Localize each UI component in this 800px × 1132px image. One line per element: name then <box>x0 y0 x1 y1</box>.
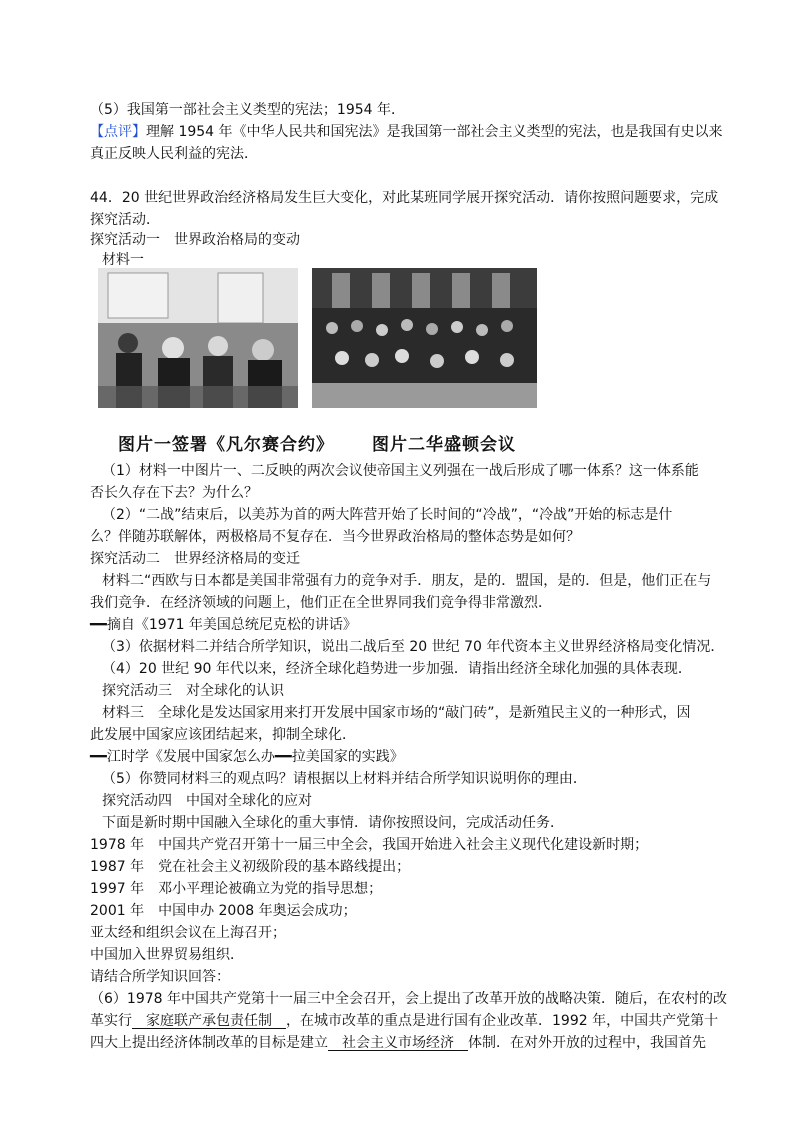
source-line: ━━江时学《发展中国家怎么办━━拉美国家的实践》 <box>90 749 404 765</box>
answer-blank: 社会主义市场经济 <box>328 1035 468 1051</box>
event-item: 1987 年 党在社会主义初级阶段的基本路线提出； <box>90 859 411 875</box>
question-line: （1）材料一中图片一、二反映的两次会议使帝国主义列强在一战后形成了哪一体系？这一体系能 <box>102 463 699 479</box>
text-line: 此发展中国家应该团结起来，抑制全球化． <box>90 727 356 743</box>
section-heading: 探究活动三 对全球化的认识 <box>102 683 284 699</box>
section-heading: 探究活动四 中国对全球化的应对 <box>102 793 312 809</box>
event-item: 亚太经和组织会议在上海召开； <box>90 925 286 941</box>
text-line: 真正反映人民利益的宪法． <box>90 146 258 162</box>
comment-tag: 【点评】 <box>90 124 146 140</box>
text-span: ，在城市改革的重点是进行国有企业改革．1992 年，中国共产党第十 <box>286 1013 719 1029</box>
material-line: 材料三 全球化是发达国家用来打开发展中国家市场的“敲门砖”，是新殖民主义的一种形式，因 <box>102 705 691 721</box>
event-item: 中国加入世界贸易组织． <box>90 947 244 963</box>
washington-conference-photo <box>312 268 537 408</box>
event-item: 1997 年 邓小平理论被确立为党的指导思想； <box>90 881 383 897</box>
answer-blank: 家庭联产承包责任制 <box>132 1013 286 1029</box>
versailles-photo <box>98 268 298 408</box>
event-item: 2001 年 中国申办 2008 年奥运会成功； <box>90 903 357 919</box>
section-heading: 探究活动一 世界政治格局的变动 <box>90 232 300 248</box>
section-heading: 探究活动二 世界经济格局的变迁 <box>90 551 300 567</box>
material-label: 材料一 <box>102 252 144 268</box>
text-line: 请结合所学知识回答： <box>90 969 230 985</box>
answer-line <box>90 1033 710 1053</box>
text-span: 体制．在对外开放的过程中，我国首先 <box>468 1035 706 1051</box>
text-line: 否长久存在下去？为什么？ <box>90 485 258 501</box>
question-line: （6）1978 年中国共产党第十一届三中全会召开，会上提出了改革开放的战略决策．随后，在农村的改 <box>90 991 727 1007</box>
text-line: 下面是新时期中国融入全球化的重大事情．请你按照设问，完成活动任务． <box>102 815 564 831</box>
text-line: 探究活动． <box>90 212 160 228</box>
comment-text: 理解 1954 年《中华人民共和国宪法》是我国第一部社会主义类型的宪法，也是我国有史以来 <box>146 124 723 140</box>
photo1-caption: 图片一签署《凡尔赛合约》 <box>118 435 334 455</box>
text-line: 我们竞争．在经济领域的问题上，他们正在全世界同我们竞争得非常激烈． <box>90 595 552 611</box>
question-line: （4）20 世纪 90 年代以来，经济全球化趋势进一步加强．请指出经济全球化加强的具体表现． <box>102 661 692 677</box>
event-item: 1978 年 中国共产党召开第十一届三中全会，我国开始进入社会主义现代化建设新时期； <box>90 837 649 853</box>
material-line: 材料二“西欧与日本都是美国非常强有力的竞争对手．朋友，是的．盟国，是的．但是，他们正在与 <box>102 573 712 589</box>
photo2-caption: 图片二华盛顿会议 <box>372 435 516 455</box>
question-line: （2）“二战”结束后，以美苏为首的两大阵营开始了长时间的“冷战”，“冷战”开始的标志是什 <box>102 507 673 523</box>
question-line: （3）依据材料二并结合所学知识，说出二战后至 20 世纪 70 年代资本主义世界经济格局变化情况． <box>102 639 725 655</box>
question-line: （5）你赞同材料三的观点吗？请根据以上材料并结合所学知识说明你的理由． <box>102 771 587 787</box>
text-line: （5）我国第一部社会主义类型的宪法；1954 年． <box>90 102 405 118</box>
source-line: ━━摘自《1971 年美国总统尼克松的讲话》 <box>90 617 357 633</box>
text-span: 四大上提出经济体制改革的目标是建立 <box>90 1035 328 1051</box>
text-span: 革实行 <box>90 1013 132 1029</box>
question-heading: 44．20 世纪世界政治经济格局发生巨大变化，对此某班同学展开探究活动．请你按照问题要求，完成 <box>90 190 719 206</box>
comment-line <box>90 122 723 142</box>
answer-line <box>90 1011 719 1031</box>
text-line: 么？伴随苏联解体，两极格局不复存在．当今世界政治格局的整体态势是如何？ <box>90 529 580 545</box>
